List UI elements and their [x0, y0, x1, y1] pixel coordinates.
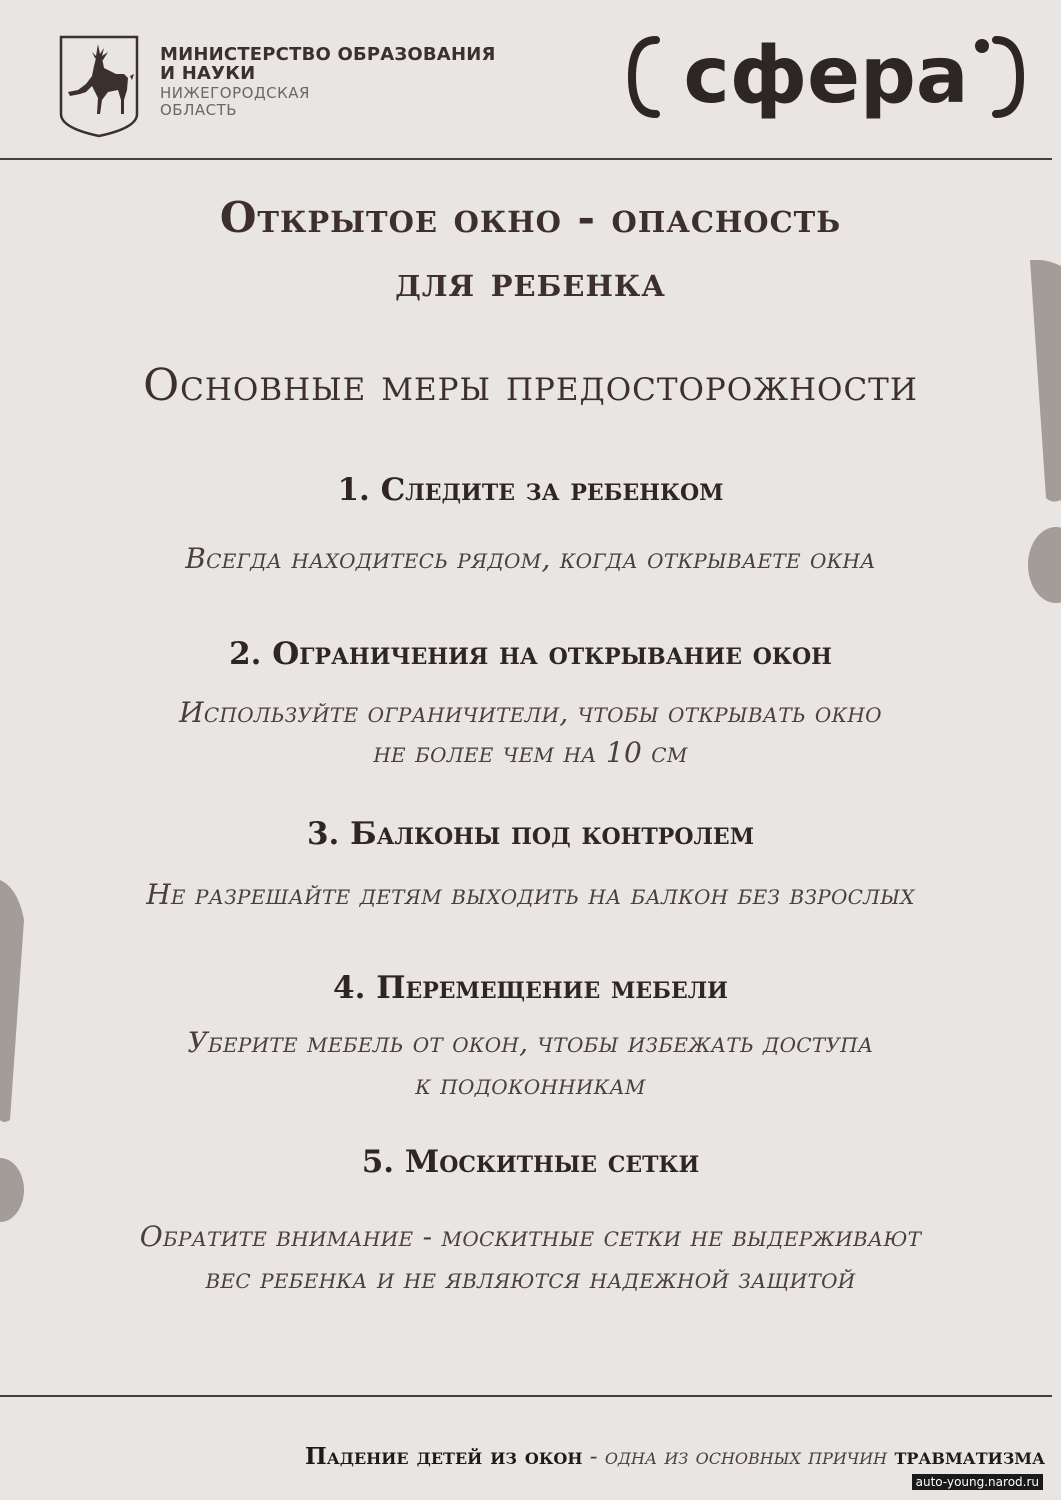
section-4-heading: 4. Перемещение мебели — [333, 970, 728, 1006]
section-4-text-line-2: к подоконникам — [415, 1068, 646, 1101]
footer-note — [0, 1440, 1045, 1474]
ministry-block — [160, 45, 496, 119]
brand-text: сфера — [683, 32, 969, 121]
bottom-divider — [0, 1395, 1052, 1397]
sfera-logo — [626, 32, 1026, 122]
deer-crest-icon — [58, 34, 140, 138]
section-5-text-line-2: вес ребенка и не являются надежной защитой — [205, 1262, 856, 1295]
section-3-text: Не разрешайте детям выходить на балкон без взрослых — [146, 878, 915, 911]
watermark: auto-young.narod.ru — [912, 1474, 1043, 1490]
footer-part-1: Падение детей из окон — [305, 1443, 583, 1470]
section-5-heading: 5. Москитные сетки — [361, 1144, 700, 1180]
section-2-heading: 2. Ограничения на открывание окон — [229, 636, 832, 672]
section-3-heading: 3. Балконы под контролем — [306, 816, 755, 852]
section-5-text-line-1: Обратите внимание - москитные сетки не выдерживают — [139, 1220, 922, 1253]
page-subtitle: Основные меры предосторожности — [143, 360, 918, 411]
page-title — [0, 186, 1061, 314]
header — [0, 0, 1061, 160]
region-line-1: НИЖЕГОРОДСКАЯ — [160, 84, 310, 102]
section-2-text-line-1: Используйте ограничители, чтобы открывать окно — [179, 696, 882, 729]
section-4-text-line-1: Уберите мебель от окон, чтобы избежать доступа — [187, 1026, 874, 1059]
section-1-text: Всегда находитесь рядом, когда открываете окна — [185, 542, 876, 575]
page-title-line-2: для ребенка — [395, 257, 666, 306]
ministry-line-1: МИНИСТЕРСТВО ОБРАЗОВАНИЯ — [160, 44, 496, 65]
ministry-line-2: И НАУКИ — [160, 63, 256, 84]
top-divider — [0, 158, 1052, 160]
region-line-2: ОБЛАСТЬ — [160, 101, 238, 119]
footer-part-3: травматизма — [894, 1443, 1045, 1470]
section-1-heading: 1. Следите за ребенком — [337, 472, 724, 508]
footer-part-2: - одна из основных причин — [582, 1444, 895, 1470]
section-2-text-line-2: не более чем на 10 см — [373, 736, 688, 769]
page-title-line-1: Открытое окно - опасность — [219, 193, 842, 242]
